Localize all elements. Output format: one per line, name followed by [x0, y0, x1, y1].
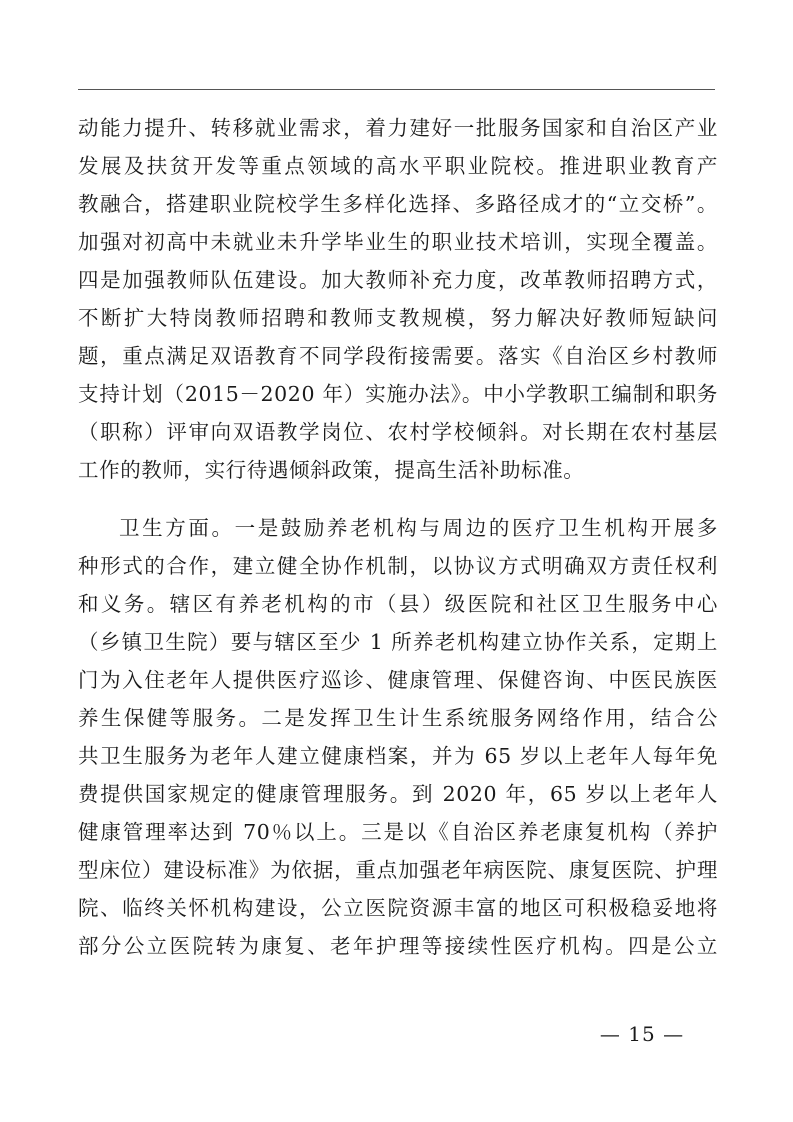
text-line: 教融合，搭建职业院校学生多样化选择、多路径成才的“立交桥”。 [78, 192, 718, 216]
text-line: 不断扩大特岗教师招聘和教师支教规模，努力解决好教师短缺问 [78, 306, 718, 330]
text-line: 和义务。辖区有养老机构的市（县）级医院和社区卫生服务中心 [78, 592, 718, 616]
header-rule [78, 89, 715, 90]
text-line: 题，重点满足双语教育不同学段衔接需要。落实《自治区乡村教师 [78, 344, 718, 368]
text-line: 加强对初高中未就业未升学毕业生的职业技术培训，实现全覆盖。 [78, 230, 718, 254]
text-line: 院、临终关怀机构建设，公立医院资源丰富的地区可积极稳妥地将 [78, 896, 718, 920]
text-line: 健康管理率达到 70％以上。三是以《自治区养老康复机构（养护 [78, 820, 718, 844]
text-line: 种形式的合作，建立健全协作机制，以协议方式明确双方责任权利 [78, 554, 718, 578]
text-line: 工作的教师，实行待遇倾斜政策，提高生活补助标准。 [78, 458, 585, 482]
text-line: 型床位）建设标准》为依据，重点加强老年病医院、康复医院、护理 [78, 858, 718, 882]
text-line: （乡镇卫生院）要与辖区至少 1 所养老机构建立协作关系，定期上 [78, 630, 718, 654]
text-line: 四是加强教师队伍建设。加大教师补充力度，改革教师招聘方式， [78, 268, 718, 292]
text-line: 部分公立医院转为康复、老年护理等接续性医疗机构。四是公立 [78, 934, 718, 958]
text-line: 发展及扶贫开发等重点领域的高水平职业院校。推进职业教育产 [78, 154, 718, 178]
text-line: 共卫生服务为老年人建立健康档案，并为 65 岁以上老年人每年免 [78, 744, 718, 768]
text-line: 门为入住老年人提供医疗巡诊、健康管理、保健咨询、中医民族医 [78, 668, 718, 692]
text-line: 支持计划（2015－2020 年）实施办法》。中小学教职工编制和职务 [78, 382, 718, 406]
text-line: 费提供国家规定的健康管理服务。到 2020 年，65 岁以上老年人 [78, 782, 718, 806]
text-line: （职称）评审向双语教学岗位、农村学校倾斜。对长期在农村基层 [78, 420, 718, 444]
text-line: 动能力提升、转移就业需求，着力建好一批服务国家和自治区产业 [78, 116, 718, 140]
page-number: — 15 — [599, 1022, 685, 1046]
text-line: 卫生方面。一是鼓励养老机构与周边的医疗卫生机构开展多 [119, 516, 718, 540]
text-line: 养生保健等服务。二是发挥卫生计生系统服务网络作用，结合公 [78, 706, 718, 730]
